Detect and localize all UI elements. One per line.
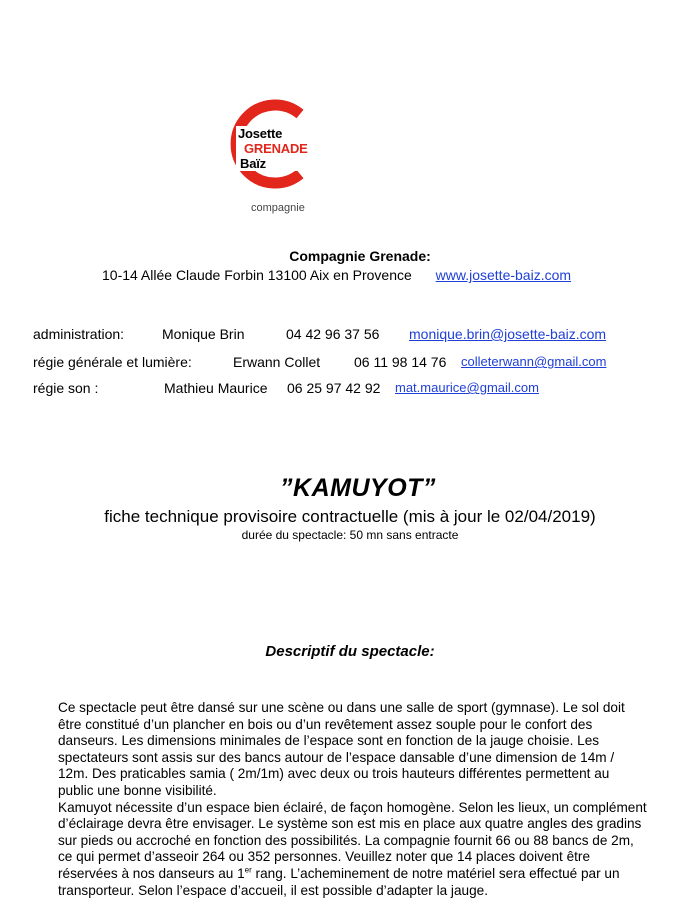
logo-line-1: Josette bbox=[238, 126, 283, 141]
company-address: 10-14 Allée Claude Forbin 13100 Aix en Provence bbox=[102, 267, 412, 283]
show-subtitle: fiche technique provisoire contractuelle (mis à jour le 02/04/2019) bbox=[104, 507, 596, 526]
description-paragraph bbox=[58, 700, 658, 899]
website-link[interactable]: www.josette-baiz.com bbox=[435, 267, 572, 283]
contact-phone: 06 11 98 14 76 bbox=[354, 354, 447, 370]
paragraph-line: d’éclairage devra être envisager. Le système son est mis en place aux quatre angles des gradins bbox=[58, 816, 642, 832]
show-duration: durée du spectacle: 50 mn sans entracte bbox=[241, 528, 459, 542]
paragraph-line: Ce spectacle peut être dansé sur une scène ou dans une salle de sport (gymnase). Le sol doit bbox=[58, 700, 625, 715]
paragraph-line: public une bonne visibilité. bbox=[58, 782, 217, 798]
ordinal-superscript: er bbox=[244, 865, 252, 875]
paragraph-line: sur pieds ou accroché en fonction des possibilités. La compagnie fournit 66 ou 88 bancs de 2m, bbox=[58, 832, 634, 848]
logo-line-2: GRENADE bbox=[244, 141, 308, 156]
contact-email[interactable]: mat.maurice@gmail.com bbox=[395, 380, 539, 395]
contact-role: administration: bbox=[33, 326, 125, 342]
paragraph-line: 12m. Des praticables samia ( 2m/1m) avec deux ou trois hauteurs différentes permettent au bbox=[58, 766, 610, 782]
line-text: rang. L’acheminement de notre matériel sera effectué par un bbox=[251, 865, 620, 881]
paragraph-line bbox=[58, 866, 658, 883]
logo-line-3: Baïz bbox=[240, 156, 266, 171]
contact-phone: 06 25 97 42 92 bbox=[287, 380, 381, 396]
contact-role: régie générale et lumière: bbox=[33, 354, 192, 370]
company-block bbox=[0, 248, 700, 264]
contact-name: Monique Brin bbox=[162, 326, 245, 342]
company-name: Compagnie Grenade: bbox=[289, 248, 431, 264]
show-title: ”KAMUYOT” bbox=[280, 474, 436, 502]
contact-name: Mathieu Maurice bbox=[164, 380, 268, 396]
contact-email[interactable]: colleterwann@gmail.com bbox=[461, 354, 607, 369]
company-address-row bbox=[102, 267, 571, 283]
paragraph-line: transporteur. Selon l’espace d’accueil, il est possible d’adapter la jauge. bbox=[58, 882, 488, 898]
paragraph-line: danseurs. Les dimensions minimales de l’espace sont en fonction de la jauge choisie. Les bbox=[58, 733, 600, 749]
contact-name: Erwann Collet bbox=[233, 354, 321, 370]
paragraph-line: être constitué d’un plancher en bois ou d’un revêtement assez souple pour le confort des bbox=[58, 716, 593, 732]
paragraph-line: ce qui permet d’asseoir 264 ou 352 personnes. Veuillez noter que 14 places doivent être bbox=[58, 849, 591, 865]
contact-phone: 04 42 96 37 56 bbox=[286, 326, 380, 342]
logo-caption: compagnie bbox=[251, 202, 305, 214]
paragraph-line: Kamuyot nécessite d’un espace bien éclairé, de façon homogène. Selon les lieux, un complément bbox=[58, 799, 647, 815]
contact-role: régie son : bbox=[33, 380, 99, 396]
company-logo bbox=[226, 94, 326, 194]
line-text: réservées à nos danseurs au 1 bbox=[58, 865, 245, 881]
section-heading: Descriptif du spectacle: bbox=[265, 643, 435, 660]
contact-email[interactable]: monique.brin@josette-baiz.com bbox=[409, 326, 607, 342]
paragraph-line: spectateurs sont assis sur des bancs autour de l’espace dansable d’une dimension de 14m / bbox=[58, 749, 615, 765]
